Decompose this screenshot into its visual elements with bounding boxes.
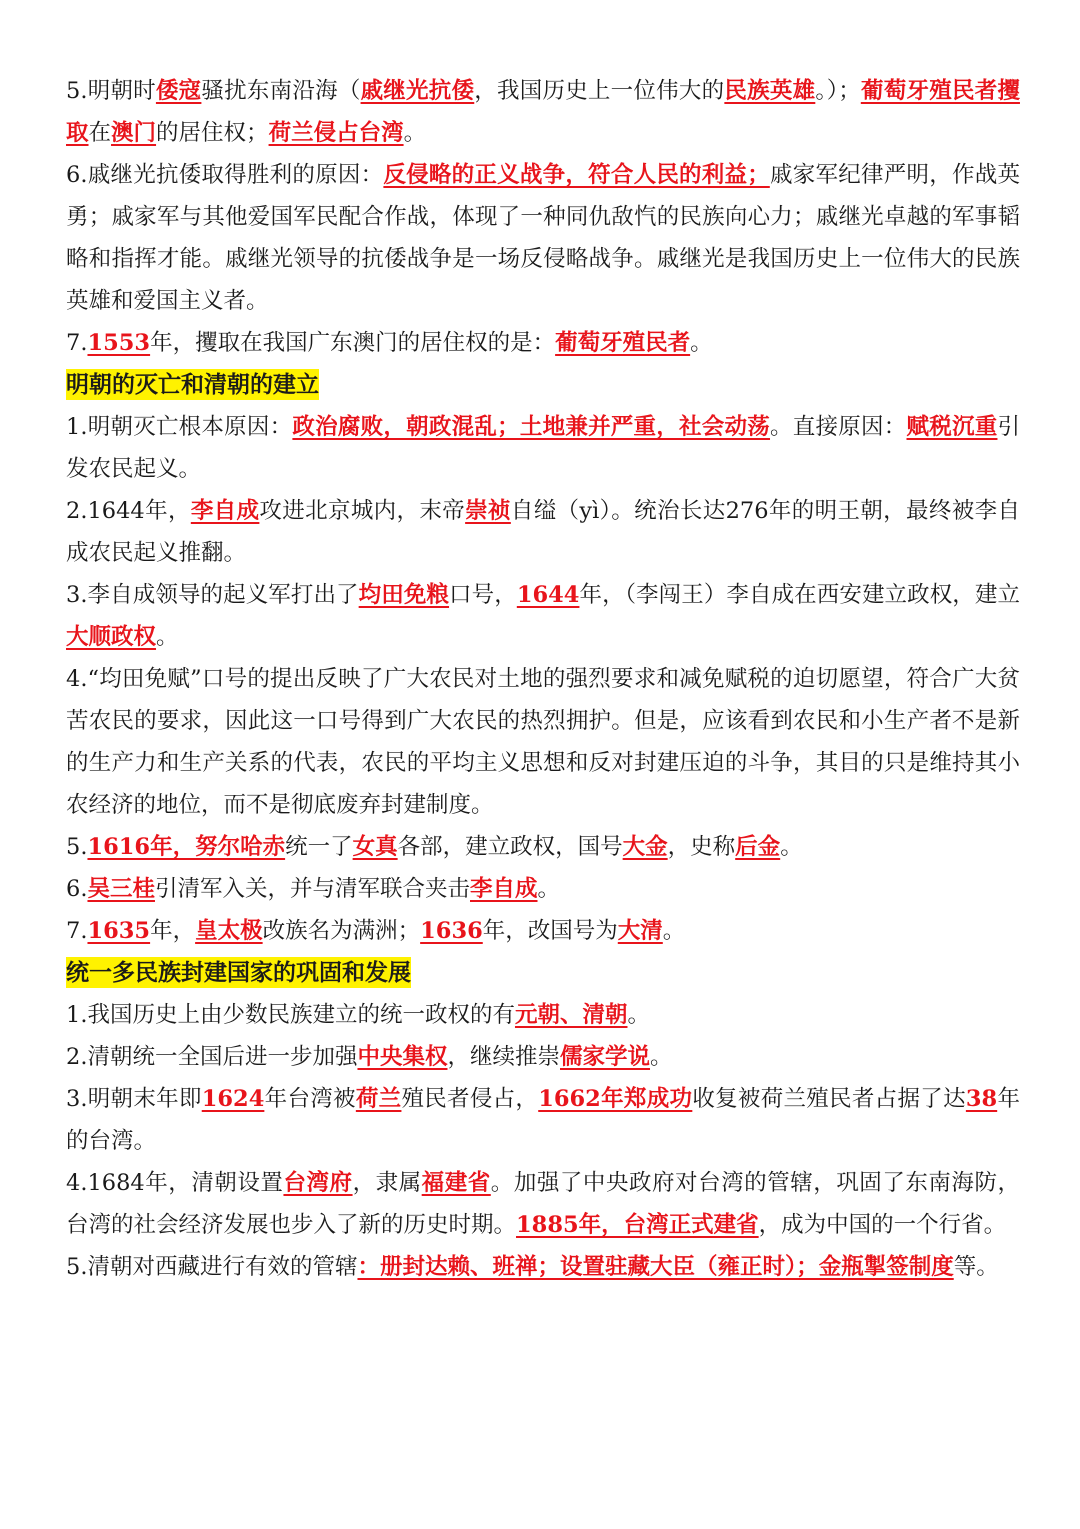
note-paragraph xyxy=(66,1078,1020,1162)
note-text: 引清军入关，并与清军联合夹击 xyxy=(154,876,470,902)
note-text: 。加强了中央政府对台湾的管辖，巩固了东南海防，台湾的社会经济发展也步入了新的历史时期。 xyxy=(66,1170,1020,1238)
note-text: 口号， xyxy=(449,582,517,608)
note-text: 的居住权； xyxy=(156,120,269,146)
key-term: 澳门 xyxy=(111,120,157,146)
note-text: 统一了 xyxy=(285,834,353,860)
key-term: 1553 xyxy=(87,330,151,356)
key-term: 荷兰侵占台湾 xyxy=(268,120,404,146)
note-text: 在 xyxy=(88,120,112,146)
note-text: 1.我国历史上由少数民族建立的统一政权的有 xyxy=(66,1002,515,1028)
note-text: 3.李自成领导的起义军打出了 xyxy=(66,582,359,608)
section-heading xyxy=(66,952,1020,994)
note-text: 5.明朝时 xyxy=(66,78,156,104)
key-term: 1662年郑成功 xyxy=(538,1086,693,1112)
note-paragraph xyxy=(66,658,1020,826)
note-text: 3.明朝末年即 xyxy=(66,1086,202,1112)
note-paragraph xyxy=(66,154,1020,322)
note-paragraph xyxy=(66,1036,1020,1078)
key-term: 后金 xyxy=(735,834,781,860)
note-text: 骚扰东南沿海（ xyxy=(201,78,361,104)
note-text: ，我国历史上一位伟大的 xyxy=(474,78,725,104)
note-text: ，隶属 xyxy=(352,1170,422,1196)
key-term: 均田免粮 xyxy=(358,582,450,608)
key-term: 戚继光抗倭 xyxy=(360,78,475,104)
note-paragraph xyxy=(66,868,1020,910)
key-term: 反侵略的正义战争，符合人民的利益； xyxy=(383,162,770,188)
key-term: 大金 xyxy=(622,834,668,860)
section-heading-text: 统一多民族封建国家的巩固和发展 xyxy=(66,959,411,986)
key-term: 皇太极 xyxy=(195,918,263,944)
note-text: 。 xyxy=(627,1002,650,1028)
key-term: 台湾府 xyxy=(283,1170,353,1196)
note-text: 4.1684年，清朝设置 xyxy=(66,1170,284,1196)
note-text: 年，（李闯王）李自成在西安建立政权，建立 xyxy=(579,582,1020,608)
key-term: 大清 xyxy=(617,918,663,944)
key-term: 吴三桂 xyxy=(87,876,155,902)
note-text: ，继续推崇 xyxy=(447,1044,560,1070)
key-term: 李自成 xyxy=(190,498,260,524)
section-heading-text: 明朝的灭亡和清朝的建立 xyxy=(66,371,319,398)
note-text: 2.清朝统一全国后进一步加强 xyxy=(66,1044,358,1070)
note-paragraph xyxy=(66,1246,1020,1288)
key-term: 1885年，台湾正式建省 xyxy=(516,1212,759,1238)
note-paragraph xyxy=(66,70,1020,154)
key-term: 政治腐败，朝政混乱；土地兼并严重，社会动荡 xyxy=(292,414,771,440)
key-term: 葡萄牙殖民者攫取 xyxy=(66,78,1020,146)
key-term: 葡萄牙殖民者 xyxy=(555,330,691,356)
key-term: 1624 xyxy=(201,1086,265,1112)
note-text: 。 xyxy=(650,1044,673,1070)
note-text: 6.戚继光抗倭取得胜利的原因： xyxy=(66,162,384,188)
note-text: 攻进北京城内，末帝 xyxy=(259,498,466,524)
key-term: 元朝、清朝 xyxy=(514,1002,628,1028)
note-text: 殖民者侵占， xyxy=(401,1086,539,1112)
note-text: 。）； xyxy=(815,78,861,104)
note-text: 年的台湾。 xyxy=(66,1086,1020,1154)
note-text: 。 xyxy=(156,624,179,650)
key-term: 中央集权 xyxy=(357,1044,448,1070)
note-text: 4.“均田免赋”口号的提出反映了广大农民对土地的强烈要求和减免赋税的迫切愿望，符合广大贫苦农民的要求，因此这一口号得到广大农民的热烈拥护。但是，应该看到农民和小生产者不是新的生产力和生产关系的代表，农民的平均主义思想和反对封建压迫的斗争，其目的只是维持其小农经济的地位，而不是彻底废弃封建制度。 xyxy=(66,666,1020,818)
note-paragraph xyxy=(66,574,1020,658)
note-text: 7. xyxy=(66,330,88,356)
key-term: 崇祯 xyxy=(465,498,511,524)
note-paragraph xyxy=(66,1162,1020,1246)
key-term: 1644 xyxy=(516,582,580,608)
note-text: 等。 xyxy=(953,1254,999,1280)
note-paragraph xyxy=(66,406,1020,490)
key-term: 女真 xyxy=(352,834,398,860)
note-text: 1.明朝灭亡根本原因： xyxy=(66,414,293,440)
note-paragraph xyxy=(66,322,1020,364)
note-text: 年， xyxy=(150,918,196,944)
key-term: 福建省 xyxy=(421,1170,491,1196)
note-paragraph xyxy=(66,910,1020,952)
note-text: 。 xyxy=(537,876,561,902)
note-text: 。 xyxy=(780,834,803,860)
note-text: 戚家军纪律严明，作战英勇；戚家军与其他爱国军民配合作战，体现了一种同仇敌忾的民族向心力；戚继光卓越的军事韬略和指挥才能。戚继光领导的抗倭战争是一场反侵略战争。戚继光是我国历史上一位伟大的民族英雄和爱国主义者。 xyxy=(66,162,1020,314)
note-paragraph xyxy=(66,994,1020,1036)
key-term: 赋税沉重 xyxy=(906,414,998,440)
section-heading xyxy=(66,364,1020,406)
note-text: 。 xyxy=(690,330,713,356)
note-text: ，史称 xyxy=(667,834,736,860)
note-text: 年台湾被 xyxy=(264,1086,356,1112)
key-term: 李自成 xyxy=(470,876,538,902)
note-text: 2.1644年， xyxy=(66,498,191,524)
key-term: 民族英雄 xyxy=(724,78,816,104)
note-text: 改族名为满洲； xyxy=(262,918,421,944)
note-text: 7. xyxy=(66,918,88,944)
key-term: ：册封达赖、班禅；设置驻藏大臣（雍正时）；金瓶掣签制度 xyxy=(357,1254,954,1280)
note-text: 引发农民起义。 xyxy=(66,414,1020,482)
note-paragraph xyxy=(66,490,1020,574)
note-text: 。 xyxy=(403,120,427,146)
note-text: 5.清朝对西藏进行有效的管辖 xyxy=(66,1254,358,1280)
key-term: 儒家学说 xyxy=(560,1044,651,1070)
note-text: 自缢（yì）。统治长达276年的明王朝，最终被李自成农民起义推翻。 xyxy=(66,498,1020,566)
key-term: 1636 xyxy=(420,918,483,944)
note-text: 6. xyxy=(66,876,88,902)
key-term: 38 xyxy=(965,1086,998,1112)
note-text: 5. xyxy=(66,834,88,860)
key-term: 1616年，努尔哈赤 xyxy=(87,834,286,860)
notes-content xyxy=(66,70,1020,1288)
key-term: 1635 xyxy=(87,918,151,944)
note-paragraph xyxy=(66,826,1020,868)
note-text: 。 xyxy=(662,918,686,944)
key-term: 大顺政权 xyxy=(66,624,157,650)
note-text: ，成为中国的一个行省。 xyxy=(758,1212,1007,1238)
key-term: 荷兰 xyxy=(355,1086,402,1112)
note-text: 各部，建立政权，国号 xyxy=(397,834,623,860)
note-text: 。直接原因： xyxy=(770,414,907,440)
note-text: 收复被荷兰殖民者占据了达 xyxy=(692,1086,966,1112)
note-text: 年，改国号为 xyxy=(482,918,618,944)
note-text: 年，攫取在我国广东澳门的居住权的是： xyxy=(150,330,556,356)
key-term: 倭寇 xyxy=(155,78,202,104)
